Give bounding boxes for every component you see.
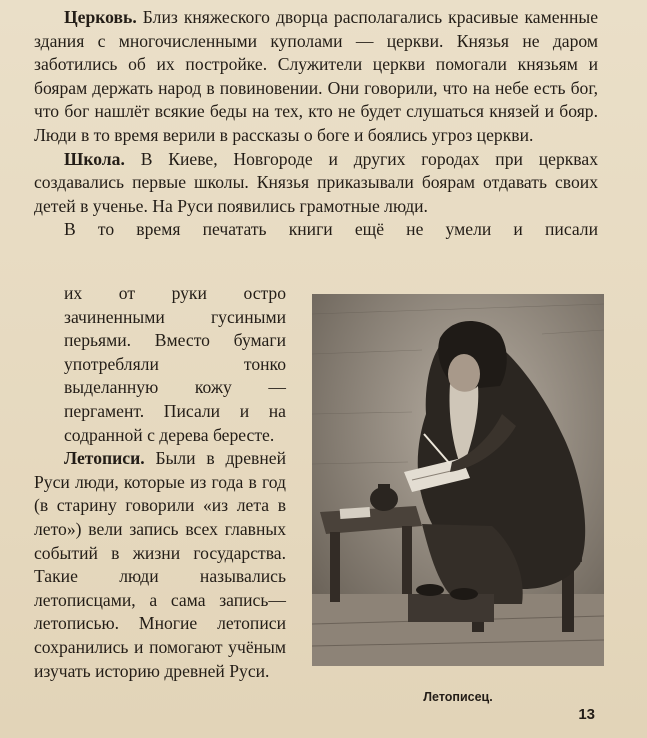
body-books-start: В то время печатать книги ещё не умели и писали	[64, 219, 598, 240]
body-chronicles: Были в древней Руси люди, которые из года в год (в старину говорили «из лета в лето») вели запись всех главных событий в жизни государства. Такие люди назывались летописцами, а сама запись—летописью. Многие летописи сохранились и помогают учёным изучать историю древней Руси.	[34, 448, 286, 681]
paragraph-church	[34, 6, 598, 148]
figure-caption: Летописец.	[423, 690, 493, 704]
body-books-rest: их от руки остро зачиненными гусиными перьями. Вместо бумаги употребляли тонко выделанную кожу — пергамент. Писали и на содранной с дерева бересте.	[64, 283, 286, 445]
heading-school: Школа.	[64, 148, 125, 169]
paragraph-chronicles	[34, 447, 286, 683]
body-school: В Киеве, Новгороде и других городах при церквах создавались первые школы. Князья приказывали боярам отдавать своих детей в ученье. На Руси появились грамотные люди.	[34, 148, 598, 216]
paragraph-school	[34, 148, 598, 219]
heading-chronicles: Летописи.	[64, 448, 145, 469]
paragraph-books-start	[34, 218, 598, 242]
page-number: 13	[578, 706, 595, 723]
column-text	[34, 282, 286, 683]
body-church: Близ княжеского дворца располагались красивые каменные здания с многочисленными куполами — церкви. Князья не даром заботились об их постройке. Служители церкви помогали князьям и боярам держать народ в повиновении. Они говорили, что на небе есть бог, что бог нашлёт всякие беды на тех, кто не будет слушаться князей и бояр. Люди в то время верили в рассказы о боге и боялись угроз церкви.	[34, 7, 598, 145]
main-text	[34, 6, 598, 242]
chronicler-illustration	[312, 294, 604, 666]
paragraph-books-rest	[34, 282, 286, 447]
heading-church: Церковь.	[64, 7, 137, 27]
